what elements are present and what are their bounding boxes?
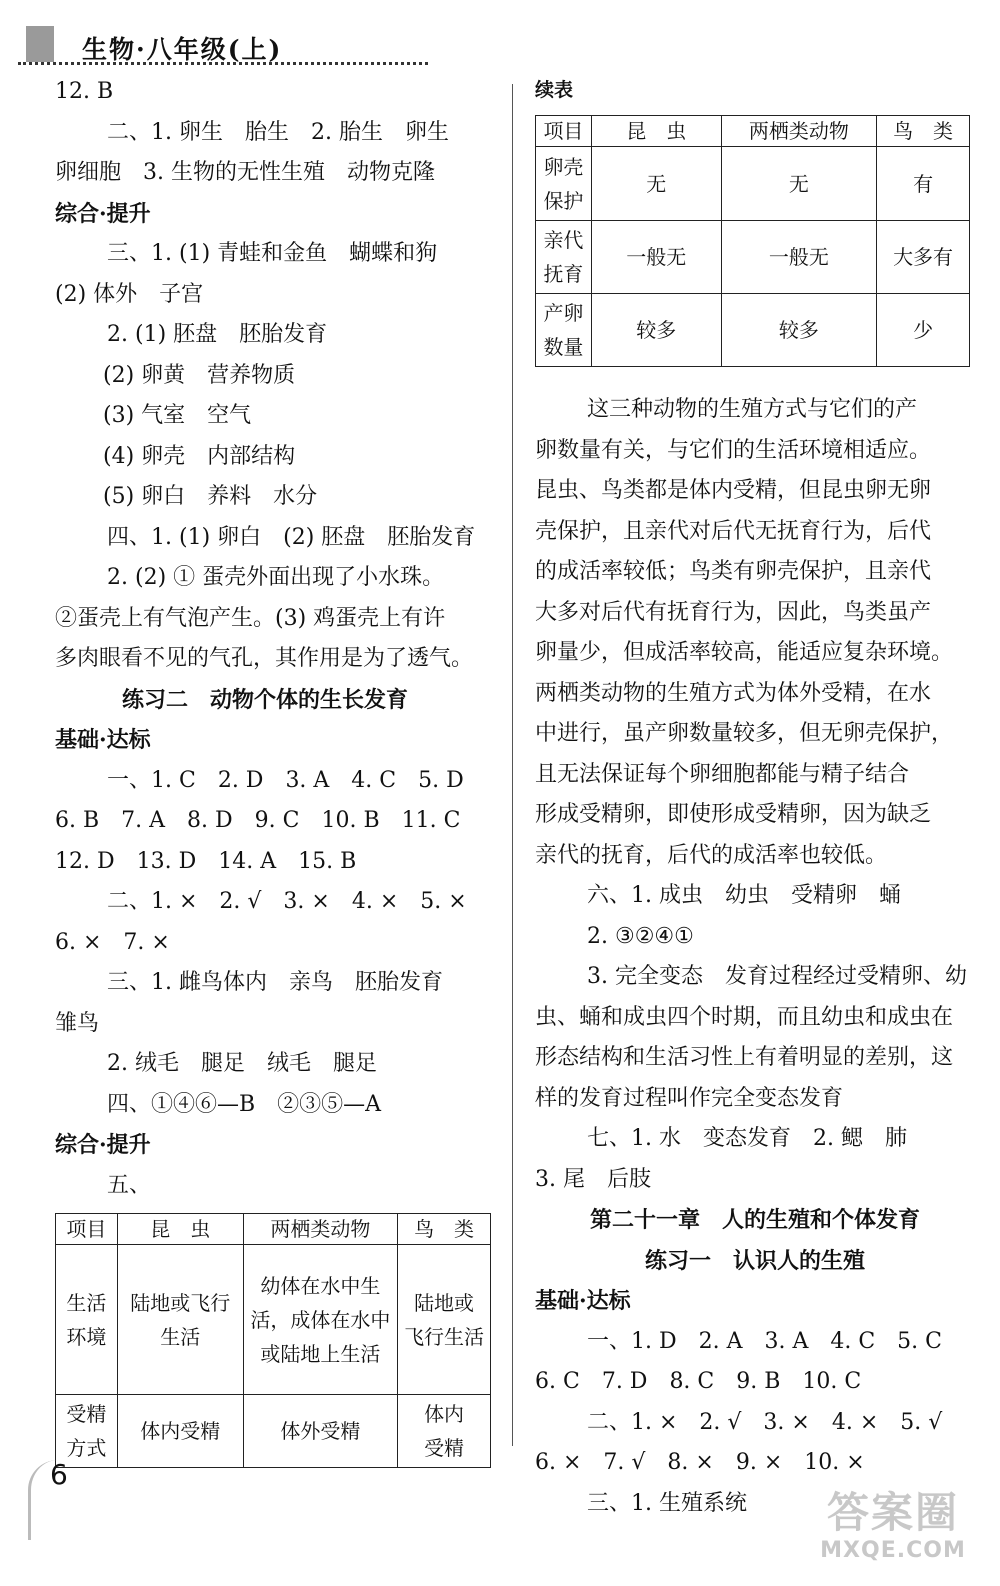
- text-line: 综合·提升: [55, 1132, 151, 1158]
- table-cell: 受精 方式: [56, 1395, 118, 1468]
- header-title: 生物·八年级(上): [82, 35, 283, 64]
- text-line: 多肉眼看不见的气孔，其作用是为了透气。: [55, 646, 474, 671]
- table-header-row: [536, 116, 970, 147]
- text-line: 六、1. 成虫 幼虫 受精卵 蛹: [587, 883, 901, 908]
- table-cell: 少: [877, 294, 970, 367]
- text-line: 一、1. D 2. A 3. A 4. C 5. C: [587, 1328, 942, 1354]
- text-line: (4) 卵壳 内部结构: [103, 443, 296, 469]
- watermark-logo: [808, 1488, 978, 1578]
- table-row: [536, 221, 970, 294]
- text-line: 基础·达标: [535, 1288, 631, 1314]
- text-line: 样的发育过程叫作完全变态发育: [535, 1085, 844, 1111]
- text-line: 形态结构和生活习性上有着明显的差别，这: [535, 1045, 954, 1070]
- table-header-cell: 两栖类动物: [721, 116, 877, 147]
- comparison-table-1: [55, 1213, 491, 1468]
- table-cell: 体外受精: [243, 1395, 398, 1468]
- text-line: ②蛋壳上有气泡产生。(3) 鸡蛋壳上有许: [55, 605, 446, 631]
- table-cell: 生活 环境: [56, 1245, 118, 1395]
- table-cell: 较多: [721, 294, 877, 367]
- text-line: 中进行，虽产卵数量较多，但无卵壳保护，: [535, 721, 954, 746]
- text-line: 二、1. 卵生 胎生 2. 胎生 卵生: [107, 119, 449, 145]
- text-line: 综合·提升: [55, 200, 151, 227]
- table-cell: 体内受精: [117, 1395, 243, 1468]
- table-cell: 幼体在水中生 活，成体在水中 或陆地上生活: [243, 1245, 398, 1395]
- watermark-text: 答案圈: [826, 1488, 959, 1537]
- table-cell: 体内 受精: [398, 1395, 491, 1468]
- table-header-cell: 两栖类动物: [243, 1214, 398, 1245]
- text-line: 二、1. × 2. √ 3. × 4. × 5. ×: [107, 889, 467, 914]
- text-line: (5) 卵白 养料 水分: [103, 484, 318, 509]
- text-line: 且无法保证每个卵细胞都能与精子结合: [535, 761, 910, 787]
- text-line: 大多对后代有抚育行为，因此，鸟类虽产: [535, 599, 932, 625]
- table-continued-caption: 续表: [535, 79, 574, 101]
- table-cell: 较多: [591, 294, 721, 367]
- text-line: 五、: [107, 1172, 152, 1198]
- right-column: [535, 72, 975, 112]
- text-line: 一、1. C 2. D 3. A 4. C 5. D: [107, 767, 464, 793]
- table-cell: 产卵 数量: [536, 294, 592, 367]
- text-line: 四、①④⑥—B ②③⑤—A: [107, 1091, 382, 1117]
- text-line: 卵数量有关，与它们的生活环境相适应。: [535, 437, 932, 463]
- text-line: 四、1. (1) 卵白 (2) 胚盘 胚胎发育: [107, 524, 476, 550]
- table-cell: 卵壳 保护: [536, 147, 592, 221]
- text-line: 2. ③②④①: [587, 923, 694, 949]
- text-line: 三、1. 雌鸟体内 亲鸟 胚胎发育: [107, 970, 443, 995]
- text-line: 三、1. (1) 青蛙和金鱼 蝴蝶和狗: [107, 241, 438, 266]
- text-line: 二、1. × 2. √ 3. × 4. × 5. √: [587, 1409, 943, 1435]
- table-cell: 陆地或 飞行生活: [398, 1245, 491, 1395]
- text-line: 昆虫、鸟类都是体内受精，但昆虫卵无卵: [535, 478, 932, 503]
- table-header-cell: 昆 虫: [591, 116, 721, 147]
- comparison-table-2: [535, 115, 970, 367]
- column-divider: [512, 84, 513, 1446]
- header-dotted-rule: [18, 62, 428, 65]
- text-line: 壳保护，且亲代对后代无抚育行为，后代: [535, 518, 932, 544]
- text-line: 6. B 7. A 8. D 9. C 10. B 11. C: [55, 808, 461, 833]
- table-row: [56, 1245, 491, 1395]
- text-line: 6. × 7. √ 8. × 9. × 10. ×: [535, 1450, 865, 1475]
- text-line: 3. 尾 后肢: [535, 1166, 651, 1192]
- table-header-cell: 鸟 类: [398, 1214, 491, 1245]
- watermark-url: MXQE.COM: [820, 1538, 966, 1563]
- text-line: 两栖类动物的生殖方式为体外受精，在水: [535, 680, 932, 706]
- left-column: [55, 72, 475, 1206]
- table-row: [56, 1395, 491, 1468]
- table-header-row: [56, 1214, 491, 1245]
- text-line: (2) 体外 子宫: [55, 281, 204, 307]
- text-line: 练习二 动物个体的生长发育: [121, 686, 408, 713]
- table-cell: 无: [721, 147, 877, 221]
- text-line: 2. (2) ① 蛋壳外面出现了小水珠。: [107, 565, 445, 590]
- text-line: 虫、蛹和成虫四个时期，而且幼虫和成虫在: [535, 1004, 954, 1030]
- text-line: 七、1. 水 变态发育 2. 鳃 肺: [587, 1126, 907, 1151]
- page-header: [18, 18, 428, 68]
- text-line: 卵细胞 3. 生物的无性生殖 动物克隆: [55, 160, 435, 185]
- header-decoration: [26, 26, 54, 62]
- text-line: 形成受精卵，即使形成受精卵，因为缺乏: [535, 802, 932, 827]
- right-column-text: [535, 390, 975, 1524]
- page-number: 6: [50, 1458, 68, 1491]
- text-line: 6. × 7. ×: [55, 929, 170, 955]
- table-cell: 陆地或飞行 生活: [117, 1245, 243, 1395]
- table-cell: 有: [877, 147, 970, 221]
- table-header-cell: 项目: [536, 116, 592, 147]
- text-line: (2) 卵黄 营养物质: [103, 362, 296, 388]
- table-cell: 无: [591, 147, 721, 221]
- text-line: 2. 绒毛 腿足 绒毛 腿足: [107, 1051, 377, 1076]
- table-header-cell: 鸟 类: [877, 116, 970, 147]
- text-line: 12. B: [55, 79, 114, 104]
- text-line: 练习一 认识人的生殖: [644, 1247, 865, 1274]
- text-line: 卵量少，但成活率较高，能适应复杂环境。: [535, 640, 954, 665]
- table-cell: 大多有: [877, 221, 970, 294]
- text-line: 2. (1) 胚盘 胚胎发育: [107, 322, 328, 347]
- table-header-cell: 项目: [56, 1214, 118, 1245]
- table-cell: 一般无: [721, 221, 877, 294]
- text-line: 6. C 7. D 8. C 9. B 10. C: [535, 1369, 862, 1394]
- table-row: [536, 294, 970, 367]
- text-line: 基础·达标: [55, 727, 151, 753]
- text-line: 12. D 13. D 14. A 15. B: [55, 848, 357, 874]
- text-line: 这三种动物的生殖方式与它们的产: [587, 397, 918, 422]
- text-line: 的成活率较低；鸟类有卵壳保护，且亲代: [535, 559, 932, 584]
- table-cell: 亲代 抚育: [536, 221, 592, 294]
- table-cell: 一般无: [591, 221, 721, 294]
- text-line: (3) 气室 空气: [103, 403, 252, 428]
- text-line: 三、1. 生殖系统: [587, 1490, 747, 1516]
- table-header-cell: 昆 虫: [117, 1214, 243, 1245]
- text-line: 3. 完全变态 发育过程经过受精卵、幼: [587, 964, 967, 989]
- table-row: [536, 147, 970, 221]
- text-line: 第二十一章 人的生殖和个体发育: [589, 1207, 920, 1233]
- text-line: 亲代的抚育，后代的成活率也较低。: [535, 842, 888, 868]
- text-line: 雏鸟: [55, 1010, 100, 1036]
